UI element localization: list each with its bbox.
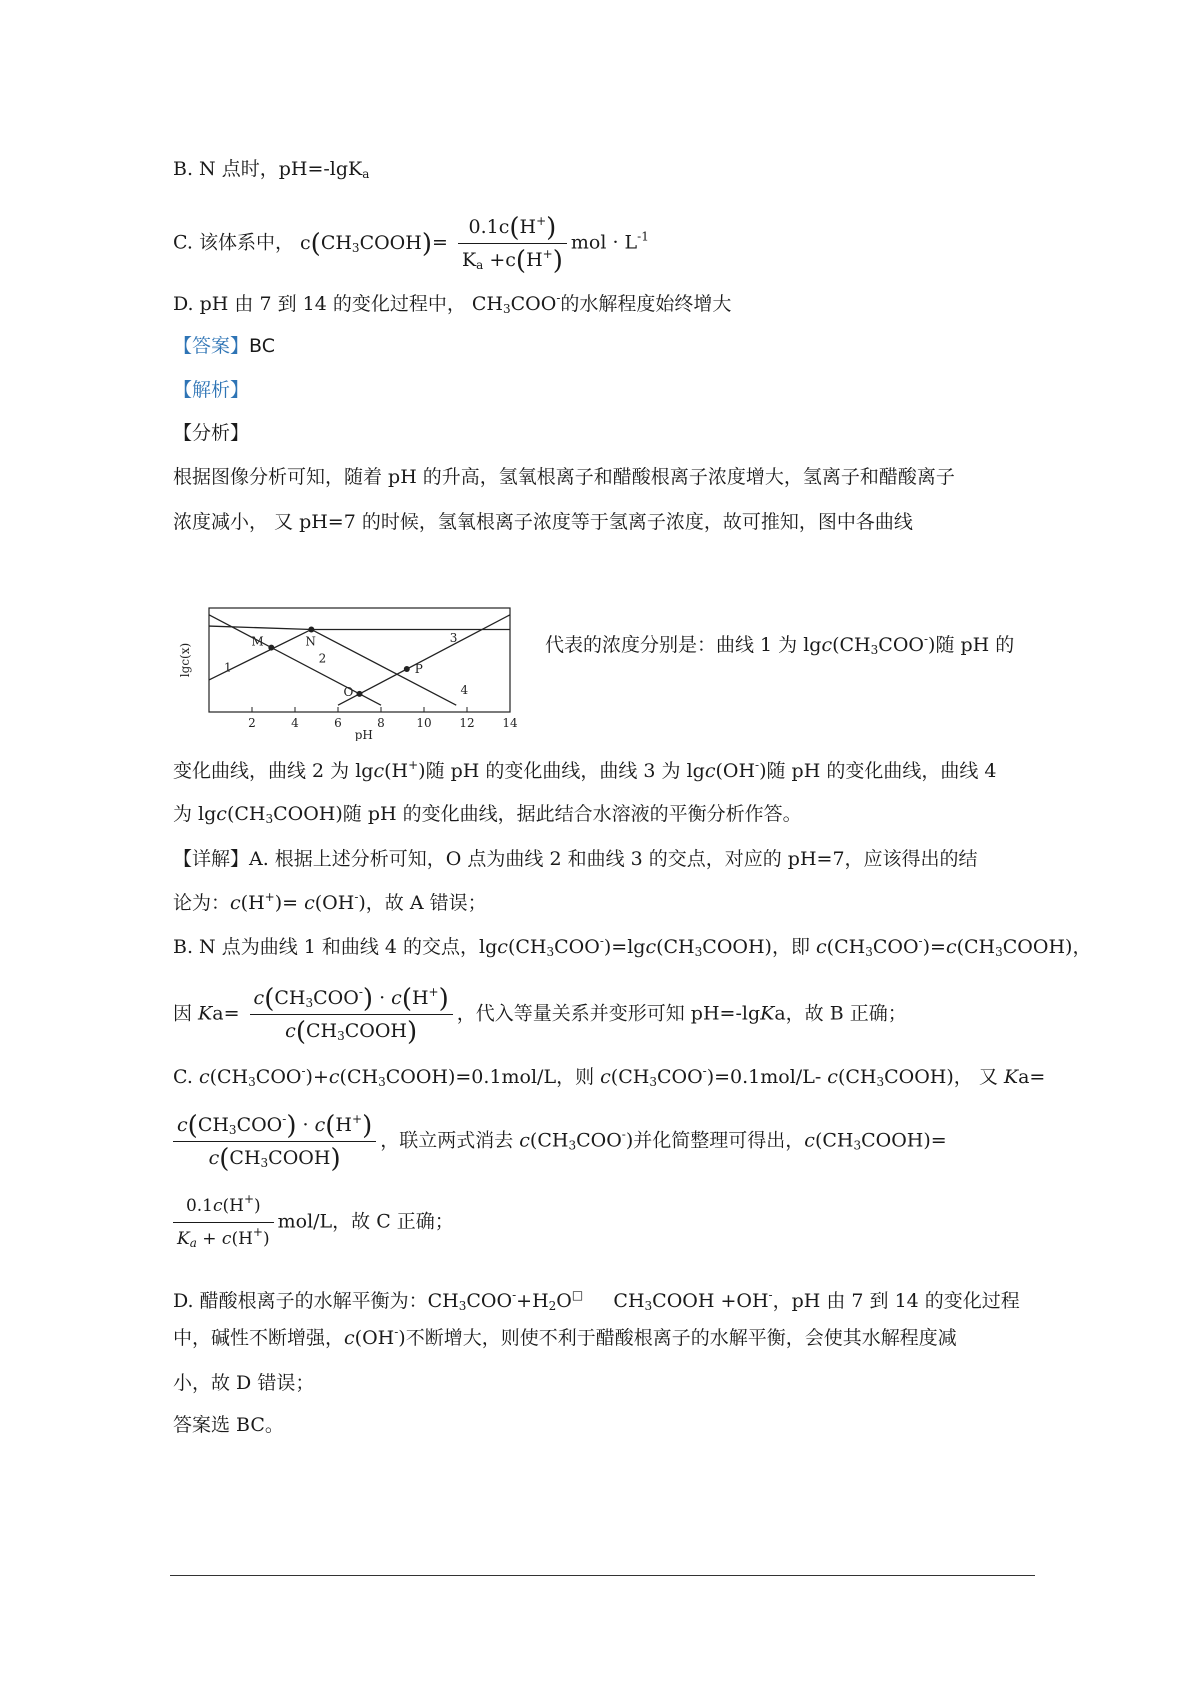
detail-b-line2: 因 Ka= $\frac{c(CH_3COO^-) \cdot c(H^+)}{c(CH_3COOH)}$ ，代入等量关系并变形可知 pH=-lgKa，故 B 正确； (173, 984, 907, 1047)
detail-c-line2: $\frac{c(CH_3COO^-) \cdot c(H^+)}{c(CH_3COOH)}$ ，联立两式消去 $c(CH_3COO^-)$并化简整理可得出，$c(CH_3COOH)=$ (173, 1112, 947, 1171)
point-M (268, 645, 274, 651)
option-c-fraction: $\frac{0.1c(H^+)}{K_a +c(H^+)}$ (458, 214, 567, 273)
curve-label-4: 4 (460, 682, 469, 697)
para-1: 根据图像分析可知，随着 pH 的升高，氢氧根离子和醋酸根离子浓度增大，氢离子和醋酸离子 (173, 466, 955, 488)
option-b-text: B. N 点时，pH=-lgK (173, 158, 363, 180)
analysis-heading: 【解析】 (173, 379, 250, 401)
x-tick-label: 6 (334, 716, 342, 730)
point-label-O: O (343, 684, 354, 699)
option-b (173, 156, 369, 182)
option-c-prefix: C. 该体系中， (173, 231, 294, 254)
ka-fraction: $\frac{c(CH_3COO^-) \cdot c(H^+)}{c(CH_3COOH)}$ (250, 985, 453, 1044)
detail-a-line2: 论为：c(H+)= c(OH-)，故 A 错误； (173, 890, 487, 914)
x-axis-label: pH (354, 728, 373, 741)
x-tick-label: 2 (248, 716, 256, 730)
curve-3 (338, 615, 510, 705)
point-label-M: M (251, 634, 264, 649)
answer-line (173, 333, 275, 359)
y-axis-label: lgc(x) (178, 642, 192, 678)
fenxi-heading: 【分析】 (173, 422, 250, 444)
equals: = (431, 231, 448, 254)
detail-d-line1: D. 醋酸根离子的水解平衡为：$CH_3COO^-+H_2O^□$ $CH_3COOH +OH^-$，pH 由 7 到 14 的变化过程 (173, 1288, 1020, 1313)
detail-c-line1: C. $c(CH_3COO^-)+c(CH_3COOH)=0.1mol/L$，则 $c(CH_3COO^-)=0.1mol/L-$ $c(CH_3COOH)$， 又 Ka= (173, 1064, 1046, 1089)
answer-label: 【答案】 (173, 335, 250, 357)
option-c-lhs: $c(CH_3COOH)$ (300, 228, 432, 259)
curve-label-2: 2 (318, 651, 327, 666)
equilibrium-arrow-icon: □ (571, 1288, 584, 1302)
answer-value: BC (249, 335, 275, 357)
final-answer: 答案选 BC。 (173, 1414, 284, 1436)
detail-d-line2: 中，碱性不断增强，c(OH-)不断增大，则使不利于醋酸根离子的水解平衡，会使其水解程度减 (173, 1325, 957, 1349)
x-tick-label: 10 (416, 716, 432, 730)
point-O (357, 691, 363, 697)
para-5: 为 $\lg c(CH_3COOH)$随 pH 的变化曲线，据此结合水溶液的平衡分析作答。 (173, 803, 802, 826)
x-tick-label: 12 (459, 716, 475, 730)
footer-rule (170, 1575, 1035, 1576)
para-2: 浓度减小， 又 pH=7 的时候，氢氧根离子浓度等于氢离子浓度，故可推知，图中各曲线 (173, 511, 913, 533)
point-label-P: P (414, 662, 423, 677)
point-P (404, 666, 410, 672)
detail-c-line3: $\frac{0.1c(H^+)}{K_a + c(H^+)}$ mol/L，故 C 正确； (173, 1193, 454, 1252)
option-b-sub: a (362, 167, 370, 181)
ka-fraction-2: $\frac{c(CH_3COO^-) \cdot c(H^+)}{c(CH_3COOH)}$ (173, 1112, 376, 1171)
detail-b-line1: B. N 点为曲线 1 和曲线 4 的交点，$\lg c(CH_3COO^-)=\lg c(CH_3COOH)$，即 $c(CH_3COO^-)=c(CH_3COOH)$， (173, 934, 1092, 959)
para-3: 代表的浓度分别是：曲线 1 为 $\lg c(CH_3COO^-)$随 pH 的 (545, 632, 1015, 657)
detail-d-line3: 小，故 D 错误； (173, 1372, 315, 1394)
x-tick-label: 14 (502, 716, 518, 730)
curve-label-1: 1 (224, 660, 232, 675)
point-label-N: N (305, 634, 316, 649)
para-4: 变化曲线，曲线 2 为 lgc(H+)随 pH 的变化曲线，曲线 3 为 lgc(OH-)随 pH 的变化曲线，曲线 4 (173, 758, 997, 782)
lgc-ph-chart (173, 596, 518, 741)
point-N (308, 626, 314, 632)
option-d: D. pH 由 7 到 14 的变化过程中， $CH_3COO^-$的水解程度始终增大 (173, 291, 732, 316)
option-c: C. 该体系中， $c(CH_3COOH)=$ $\frac{0.1c(H^+)}{K_a +c(H^+)}$ mol · $L^{-1}$ (173, 213, 649, 276)
result-fraction: $\frac{0.1c(H^+)}{K_a + c(H^+)}$ (173, 1193, 274, 1252)
x-tick-label: 8 (377, 716, 385, 730)
curve-label-3: 3 (449, 630, 458, 645)
option-c-unit: mol · L (570, 231, 638, 254)
x-tick-label: 4 (291, 716, 299, 730)
detail-a-line1: 【详解】A. 根据上述分析可知，O 点为曲线 2 和曲线 3 的交点，对应的 pH=7，应该得出的结 (173, 848, 978, 870)
